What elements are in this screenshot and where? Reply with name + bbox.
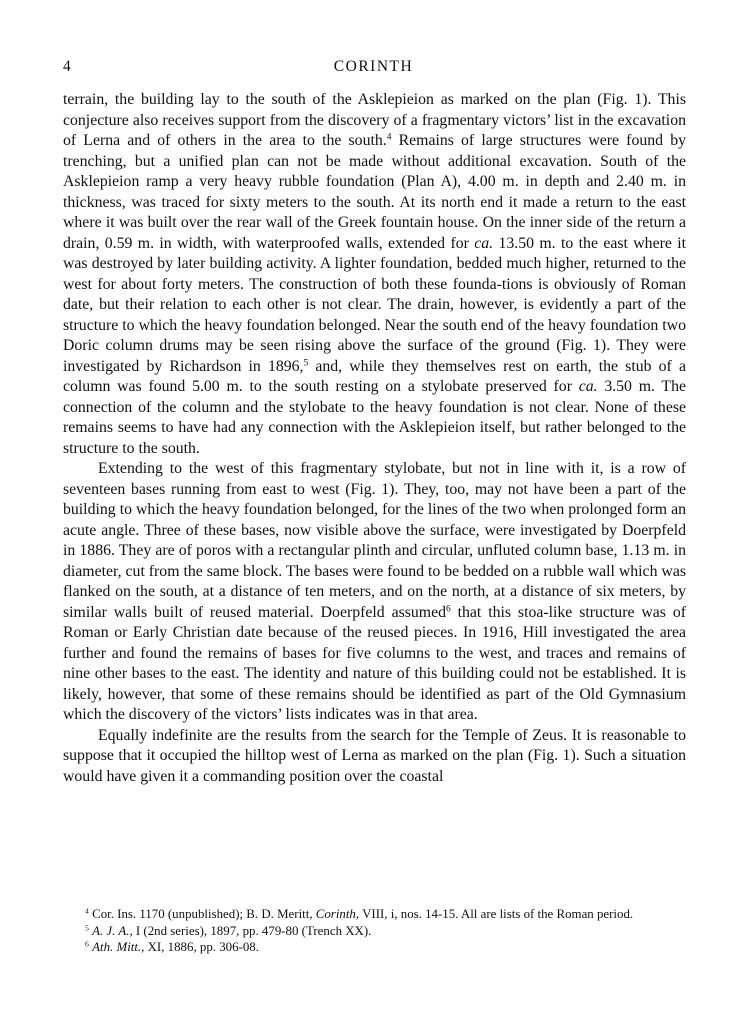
footnote-ref-4: 4 xyxy=(386,132,392,143)
body-text xyxy=(63,90,686,787)
footnote-6: $^6$ Ath. Mitt., XI, 1886, pp. 306-08. xyxy=(85,939,259,955)
running-title: CORINTH xyxy=(333,58,414,75)
footnote-ref-6: 6 xyxy=(445,603,451,614)
footnote-4: $^4$ Cor. Ins. 1170 (unpublished); B. D. Meritt, Corinth, VIII, i, nos. 14-15. All are lists of the Roman period. xyxy=(85,906,634,921)
paragraph-1: terrain, the building lay to the south of the Asklepieion as marked on the plan (Fig. 1). This conjecture also receives support from the discovery of a fragmentary victors’ list in the excavation of Lerna and of others in the area to the south.$^4$ Remains of large structures were found by trenching, but a unified plan can not be made without additional excavation. South of the Asklepieion ramp a very heavy rubble foundation (Plan A), 4.00 m. in depth and 2.40 m. in thickness, was traced for sixty meters to the south. At its north end it made a return to the east where it was built over the rear wall of the Greek fountain house. On the inner side of the return a drain, 0.59 m. in width, with waterproofed walls, extended for ca. 13.50 m. to the east where it was destroyed by later building activity. A lighter foundation, bedded much higher, returned to the west for about forty meters. The construction of both these founda-tions is obviously of Roman date, but their relation to each other is not clear. The drain, however, is evidently a part of the structure to which the heavy foundation belonged. Near the south end of the heavy foundation two Doric column drums may be seen rising above the surface of the ground (Fig. 1). They were investigated by Richardson in 1896,$^5$ and, while they themselves rest on earth, the stub of a column was found 5.00 m. to the south resting on a stylobate preserved for ca. 3.50 m. The connection of the column and the stylobate to the heavy foundation is not clear. None of these remains seems to have had any connection with the Asklepieion itself, but rather belonged to the structure to the south. xyxy=(63,91,686,457)
page-number: 4 xyxy=(63,58,71,75)
page-header xyxy=(63,58,684,80)
paragraph-3: Equally indefinite are the results from the search for the Temple of Zeus. It is reasonable to suppose that it occupied the hilltop west of Lerna as marked on the plan (Fig. 1). Such a situation would have given it a commanding position over the coastal xyxy=(63,726,686,785)
paragraph-2: Extending to the west of this fragmentary stylobate, but not in line with it, is a row of seventeen bases running from east to west (Fig. 1). They, too, may not have been a part of the building to which the heavy foundation belonged, for the lines of the two when prolonged form an acute angle. Three of these bases, now visible above the surface, were investigated by Doerpfeld in 1886. They are of poros with a rectangular plinth and circular, unfluted column base, 1.13 m. in diameter, cut from the same block. The bases were found to be bedded on a rubble wall which was flanked on the south, at a distance of ten meters, and on the north, at a distance of six meters, by similar walls built of reused material. Doerpfeld assumed$^6$ that this stoa-like structure was of Roman or Early Christian date because of the reused pieces. In 1916, Hill investigated the area further and found the remains of bases for five columns to the west, and traces and remains of nine other bases to the east. The identity and nature of this building could not be established. It is likely, however, that some of these remains should be identified as part of the Old Gymnasium which the discovery of the victors’ lists indicates was in that area. xyxy=(63,460,686,723)
footnote-ref-5: 5 xyxy=(303,357,309,368)
footnotes xyxy=(63,906,686,956)
footnote-5: $^5$ A. J. A., I (2nd series), 1897, pp. 479-80 (Trench XX). xyxy=(85,922,372,938)
